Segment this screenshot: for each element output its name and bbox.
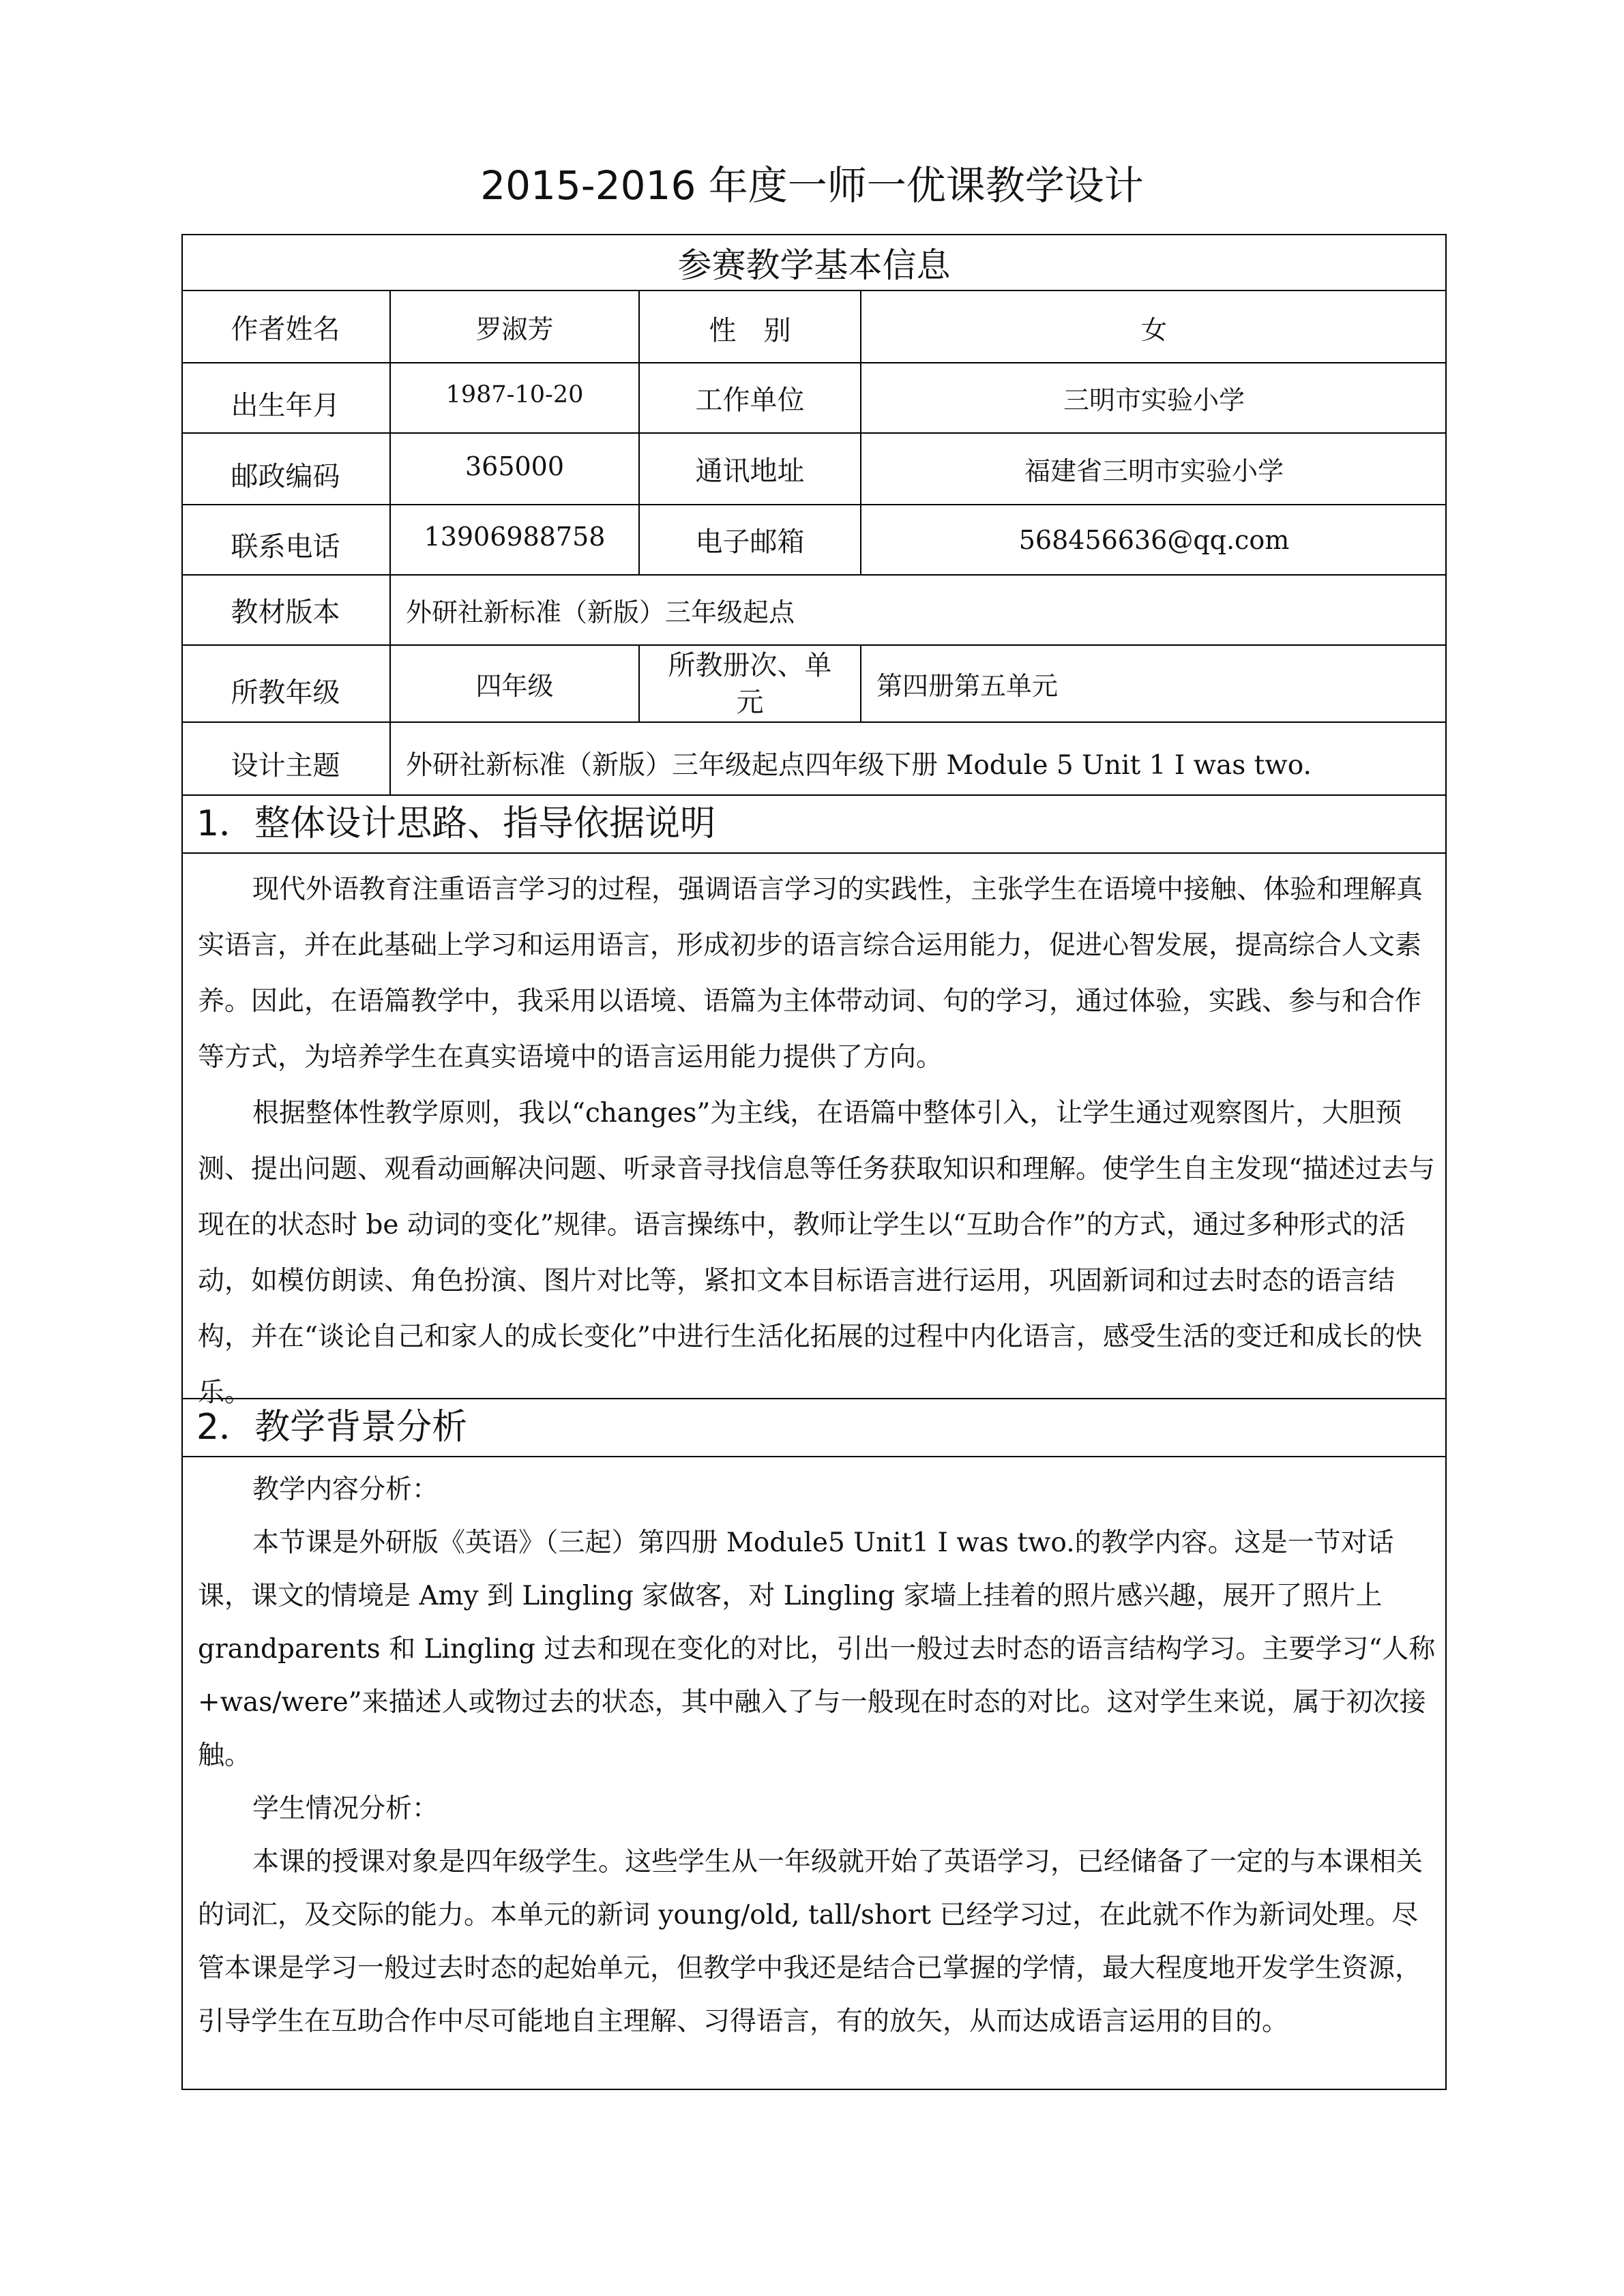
grade-value: 四年级 <box>475 671 554 701</box>
gender-value: 女 <box>1140 315 1167 345</box>
birth-label: 出生年月 <box>231 390 340 421</box>
phone-value: 13906988758 <box>424 522 606 552</box>
volume-label-line2: 元 <box>736 686 764 718</box>
row-divider <box>181 852 1447 854</box>
section2-heading: 2．教学背景分析 <box>196 1407 468 1448</box>
author-value: 罗淑芳 <box>475 314 554 344</box>
section2-body <box>198 1463 1439 2048</box>
grade-label: 所教年级 <box>231 677 340 709</box>
postcode-label: 邮政编码 <box>231 461 340 492</box>
address-value: 福建省三明市实验小学 <box>1024 456 1284 486</box>
topic-value: 外研社新标准（新版）三年级起点四年级下册 Module 5 Unit 1 I was two. <box>406 749 1312 781</box>
row-divider <box>181 1456 1447 1457</box>
section2-paragraph: 本课的授课对象是四年级学生。这些学生从一年级就开始了英语学习，已经储备了一定的与本课相关的词汇，及交际的能力。本单元的新词 young/old, tall/short 已经学习过，在此就不作为新词处理。尽管本课是学习一般过去时态的起始单元，但教学中我还是结合已掌握的学情，最大程度地开发学生资源，引导学生在互助合作中尽可能地自主理解、习得语言，有的放矢，从而达成语言运用的目的。 <box>198 1847 1423 2037</box>
work-value: 三明市实验小学 <box>1063 385 1245 415</box>
textbook-label: 教材版本 <box>231 597 340 628</box>
gender-label: 性 别 <box>709 315 791 346</box>
email-value: 568456636@qq.com <box>1018 524 1290 555</box>
document-title: 2015-2016 年度一师一优课教学设计 <box>480 162 1144 209</box>
topic-label: 设计主题 <box>231 750 340 781</box>
volume-label-line1: 所教册次、单 <box>668 649 832 681</box>
section2-subheading: 教学内容分析： <box>252 1474 439 1505</box>
section2-subheading: 学生情况分析： <box>252 1793 439 1824</box>
phone-label: 联系电话 <box>231 531 340 563</box>
email-label: 电子邮箱 <box>695 526 805 558</box>
section1-paragraph: 根据整体性教学原则，我以“changes”为主线，在语篇中整体引入，让学生通过观察图片，大胆预测、提出问题、观看动画解决问题、听录音寻找信息等任务获取知识和理解。使学生自主发现“描述过去与现在的状态时 be 动词的变化”规律。语言操练中，教师让学生以“互助合作”的方式，通过多种形式的活动，如模仿朗读、角色扮演、图片对比等，紧扣文本目标语言进行运用，巩固新词和过去时态的语言结构，并在“谈论自己和家人的成长变化”中进行生活化拓展的过程中内化语言，感受生活的变迁和成长的快乐。 <box>198 1098 1435 1408</box>
volume-value: 第四册第五单元 <box>876 671 1059 701</box>
author-label: 作者姓名 <box>231 313 340 345</box>
birth-value: 1987-10-20 <box>445 381 584 408</box>
address-label: 通讯地址 <box>695 456 805 487</box>
info-header: 参赛教学基本信息 <box>677 245 951 285</box>
section2-paragraph: 本节课是外研版《英语》（三起）第四册 Module5 Unit1 I was two.的教学内容。这是一节对话课，课文的情境是 Amy 到 Lingling 家做客，对 Lingling 家墙上挂着的照片感兴趣，展开了照片上 grandparents 和 Lingling 过去和现在变化的对比，引出一般过去时态的语言结构学习。主要学习“人称+was/were”来描述人或物过去的状态，其中融入了与一般现在时态的对比。这对学生来说，属于初次接触。 <box>198 1527 1436 1771</box>
work-label: 工作单位 <box>695 385 805 416</box>
section1-body <box>198 862 1439 1421</box>
section1-heading: 1．整体设计思路、指导依据说明 <box>196 803 716 844</box>
volume-label <box>640 646 860 721</box>
row-divider <box>181 794 1447 796</box>
textbook-value: 外研社新标准（新版）三年级起点 <box>406 597 795 627</box>
section1-paragraph: 现代外语教育注重语言学习的过程，强调语言学习的实践性，主张学生在语境中接触、体验和理解真实语言，并在此基础上学习和运用语言，形成初步的语言综合运用能力，促进心智发展，提高综合人文素养。因此，在语篇教学中，我采用以语境、语篇为主体带动词、句的学习，通过体验，实践、参与和合作等方式，为培养学生在真实语境中的语言运用能力提供了方向。 <box>198 874 1423 1073</box>
postcode-value: 365000 <box>464 451 565 481</box>
